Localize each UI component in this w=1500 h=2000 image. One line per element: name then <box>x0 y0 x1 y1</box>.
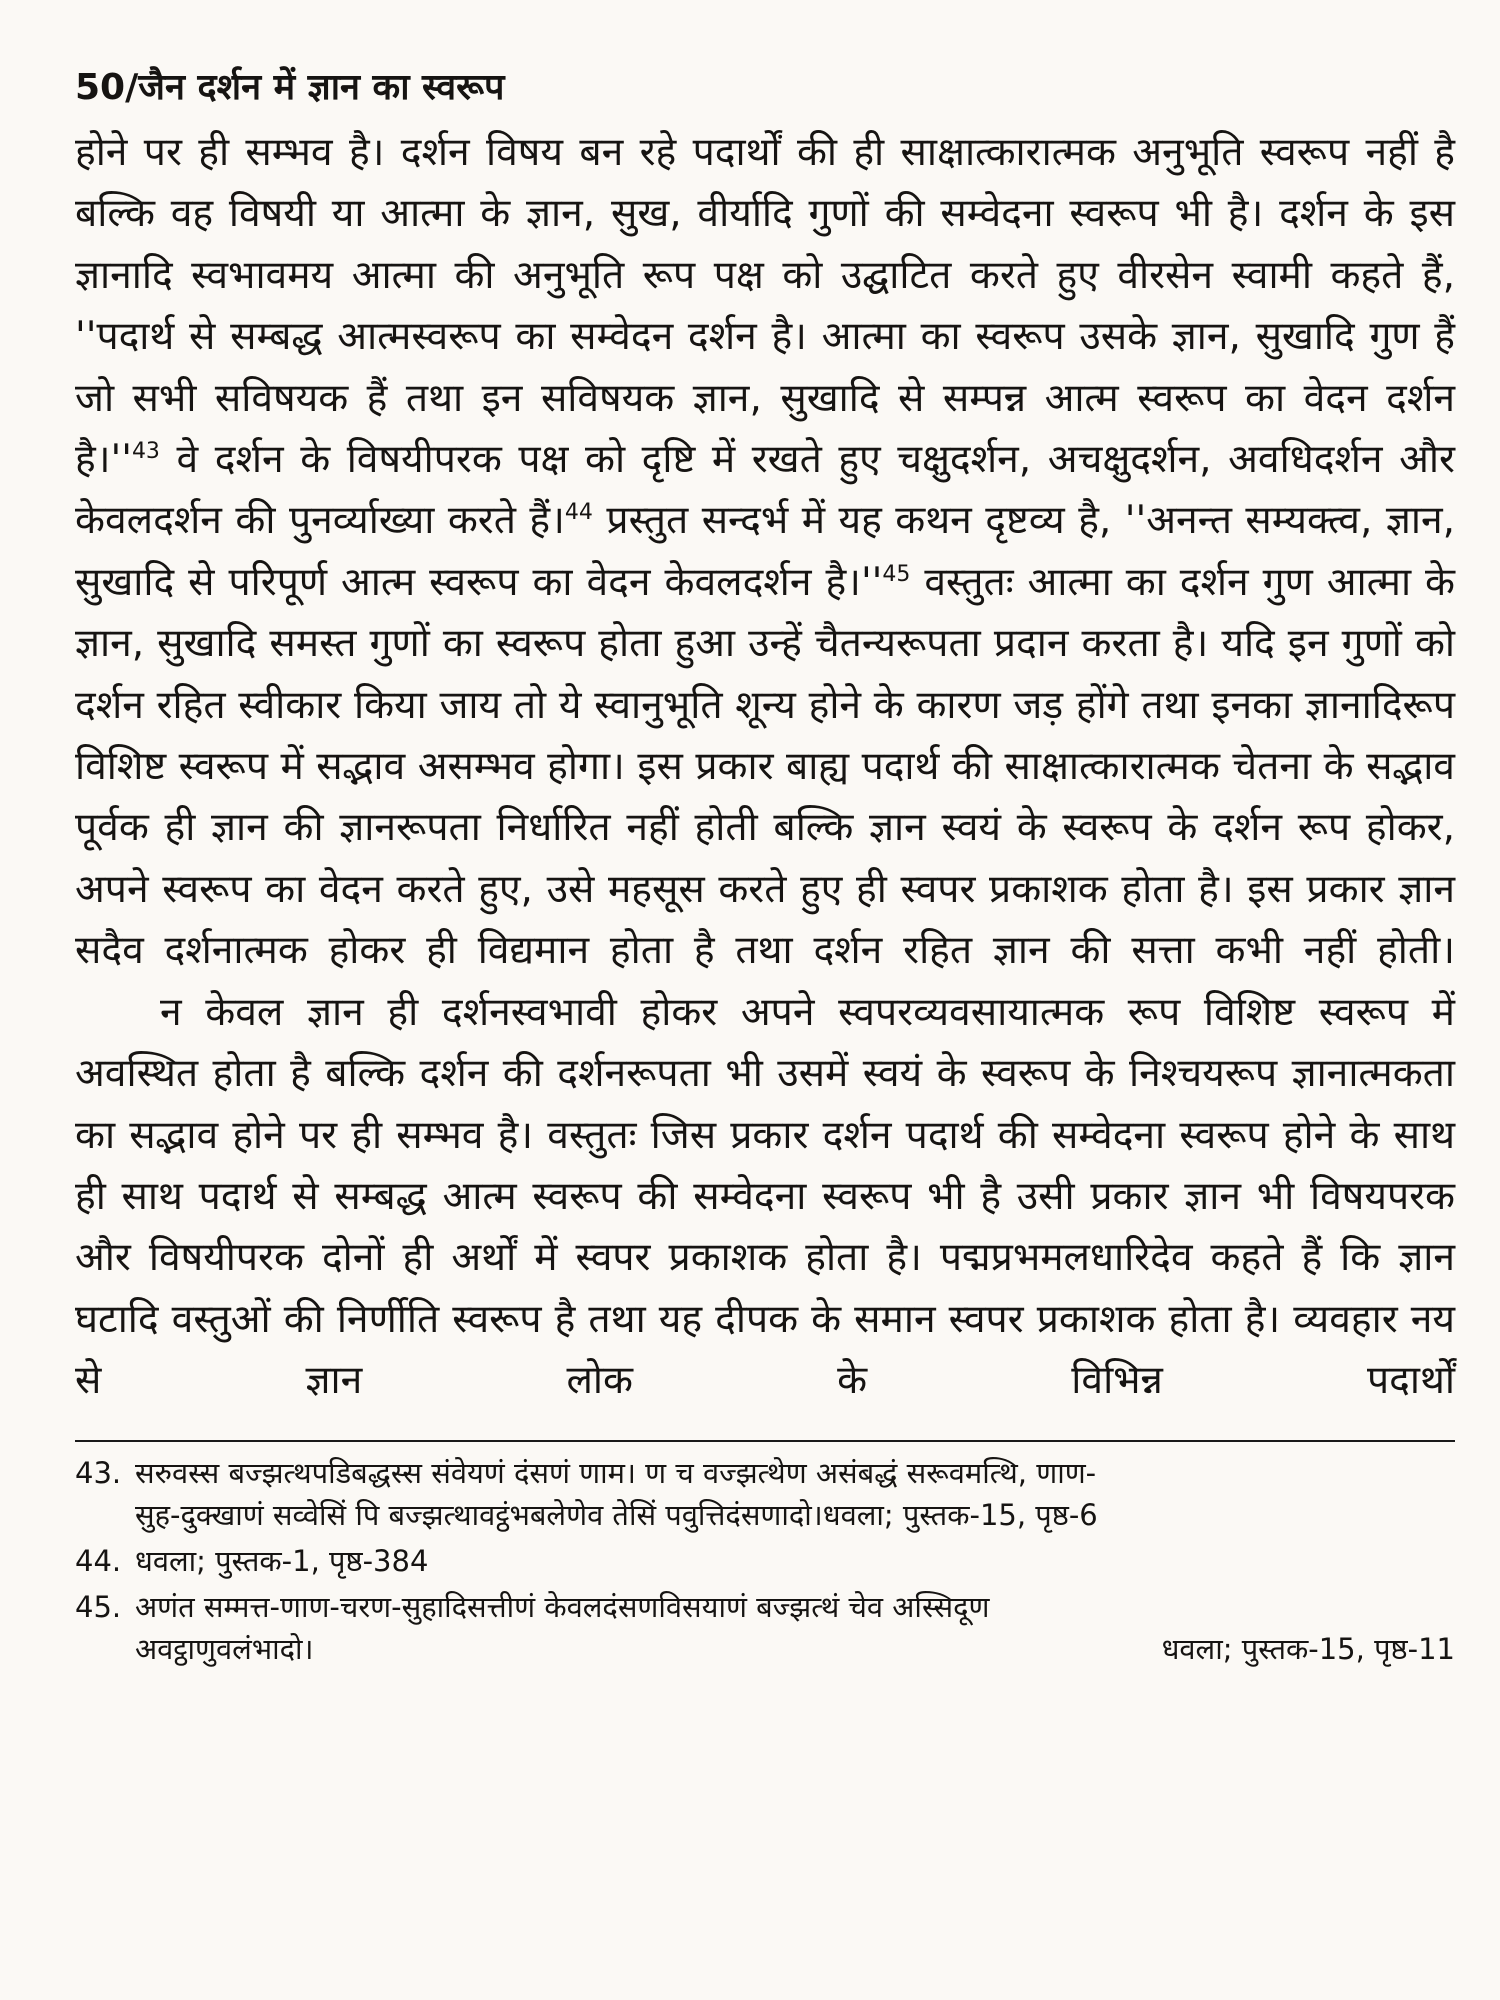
footnote-43 <box>75 1452 1455 1536</box>
paragraph-1-text-b: वे दर्शन के विषयीपरक पक्ष को दृष्टि में रखते हुए चक्षुदर्शन, अचक्षुदर्शन, अवधिदर्शन और केवलदर्शन की पुनर्व्याख्या करते हैं। <box>75 437 1455 544</box>
footnote-ref-44: 44 <box>564 500 593 526</box>
paragraph-1-text-c: प्रस्तुत सन्दर्भ में यह कथन दृष्टव्य है, ''अनन्त सम्यक्त्व, ज्ञान, सुखादि से परिपूर्ण आत्म स्वरूप का वेदन केवलदर्शन है।'' <box>75 498 1455 605</box>
footnote-45 <box>75 1586 1455 1670</box>
footnote-text <box>135 1540 1455 1582</box>
paragraph-1-text-a: होने पर ही सम्भव है। दर्शन विषय बन रहे पदार्थों की ही साक्षात्कारात्मक अनुभूति स्वरूप नहीं है बल्कि वह विषयी या आत्मा के ज्ञान, सुख, वीर्यादि गुणों की सम्वेदना स्वरूप भी है। दर्शन के इस ज्ञानादि स्वभावमय आत्मा की अनुभूति रूप पक्ष को उद्घाटित करते हुए वीरसेन स्वामी कहते हैं, ''पदार्थ से सम्बद्ध आत्मस्वरूप का सम्वेदन दर्शन है। आत्मा का स्वरूप उसके ज्ञान, सुखादि गुण हैं जो सभी सविषयक हैं तथा इन सविषयक ज्ञान, सुखादि से सम्पन्न आत्म स्वरूप का वेदन दर्शन है।'' <box>75 130 1455 483</box>
footnote-number: 45. <box>75 1589 122 1624</box>
footnote-number: 43. <box>75 1455 122 1490</box>
book-page <box>75 60 1455 1960</box>
footnote-line: धवला; पुस्तक-1, पृष्ठ-384 <box>135 1543 429 1578</box>
footnote-44 <box>75 1540 1455 1582</box>
paragraph-2: न केवल ज्ञान ही दर्शनस्वभावी होकर अपने स्वपरव्यवसायात्मक रूप विशिष्ट स्वरूप में अवस्थित होता है बल्कि दर्शन की दर्शनरूपता भी उसमें स्वयं के स्वरूप के निश्चयरूप ज्ञानात्मकता का सद्भाव होने पर ही सम्भव है। वस्तुतः जिस प्रकार दर्शन पदार्थ की सम्वेदना स्वरूप होने के साथ ही साथ पदार्थ से सम्बद्ध आत्म स्वरूप की सम्वेदना स्वरूप भी है उसी प्रकार ज्ञान भी विषयपरक और विषयीपरक दोनों ही अर्थों में स्वपर प्रकाशक होता है। पद्मप्रभमलधारिदेव कहते हैं कि ज्ञान घटादि वस्तुओं की निर्णीति स्वरूप है तथा यह दीपक के समान स्वपर प्रकाशक होता है। व्यवहार नय से ज्ञान लोक के विभिन्न पदार्थों <box>75 989 1455 1404</box>
footnotes <box>75 1452 1455 1670</box>
footnote-text <box>135 1452 1455 1536</box>
footnote-source: धवला; पुस्तक-15, पृष्ठ-11 <box>1161 1631 1455 1666</box>
footnote-line-left: अवट्ठाणुवलंभादो। <box>135 1631 314 1666</box>
footnote-line: सरुवस्स बज्झत्थपडिबद्धस्स संवेयणं दंसणं णाम। ण च वज्झत्थेण असंबद्धं सरूवमत्थि, णाण- <box>135 1455 1097 1490</box>
running-header: 50/जैन दर्शन में ज्ञान का स्वरूप <box>75 67 505 108</box>
footnote-line <box>135 1628 1455 1670</box>
footnote-text <box>135 1586 1455 1670</box>
footnote-divider <box>75 1440 1455 1442</box>
paragraph-1 <box>75 122 1455 982</box>
footnote-number: 44. <box>75 1543 122 1578</box>
paragraph-1-text-d: वस्तुतः आत्मा का दर्शन गुण आत्मा के ज्ञान, सुखादि समस्त गुणों का स्वरूप होता हुआ उन्हें चैतन्यरूपता प्रदान करता है। यदि इन गुणों को दर्शन रहित स्वीकार किया जाय तो ये स्वानुभूति शून्य होने के कारण जड़ होंगे तथा इनका ज्ञानादिरूप विशिष्ट स्वरूप में सद्भाव असम्भव होगा। इस प्रकार बाह्य पदार्थ की साक्षात्कारात्मक चेतना के सद्भाव पूर्वक ही ज्ञान की ज्ञानरूपता निर्धारित नहीं होती बल्कि ज्ञान स्वयं के स्वरूप के दर्शन रूप होकर, अपने स्वरूप का वेदन करते हुए, उसे महसूस करते हुए ही स्वपर प्रकाशक होता है। इस प्रकार ज्ञान सदैव दर्शनात्मक होकर ही विद्यमान होता है तथा दर्शन रहित ज्ञान की सत्ता कभी नहीं होती। <box>75 559 1455 974</box>
footnote-line: सुह-दुक्खाणं सव्वेसिं पि बज्झत्थावट्ठंभबलेणेव तेसिं पवुत्तिदंसणादो।धवला; पुस्तक-15, पृष्ठ-6 <box>135 1497 1098 1532</box>
footnote-ref-43: 43 <box>131 439 160 465</box>
footnote-line: अणंत सम्मत्त-णाण-चरण-सुहादिसत्तीणं केवलदंसणविसयाणं बज्झत्थं चेव अस्सिदूण <box>135 1589 990 1624</box>
footnote-ref-45: 45 <box>882 561 911 587</box>
